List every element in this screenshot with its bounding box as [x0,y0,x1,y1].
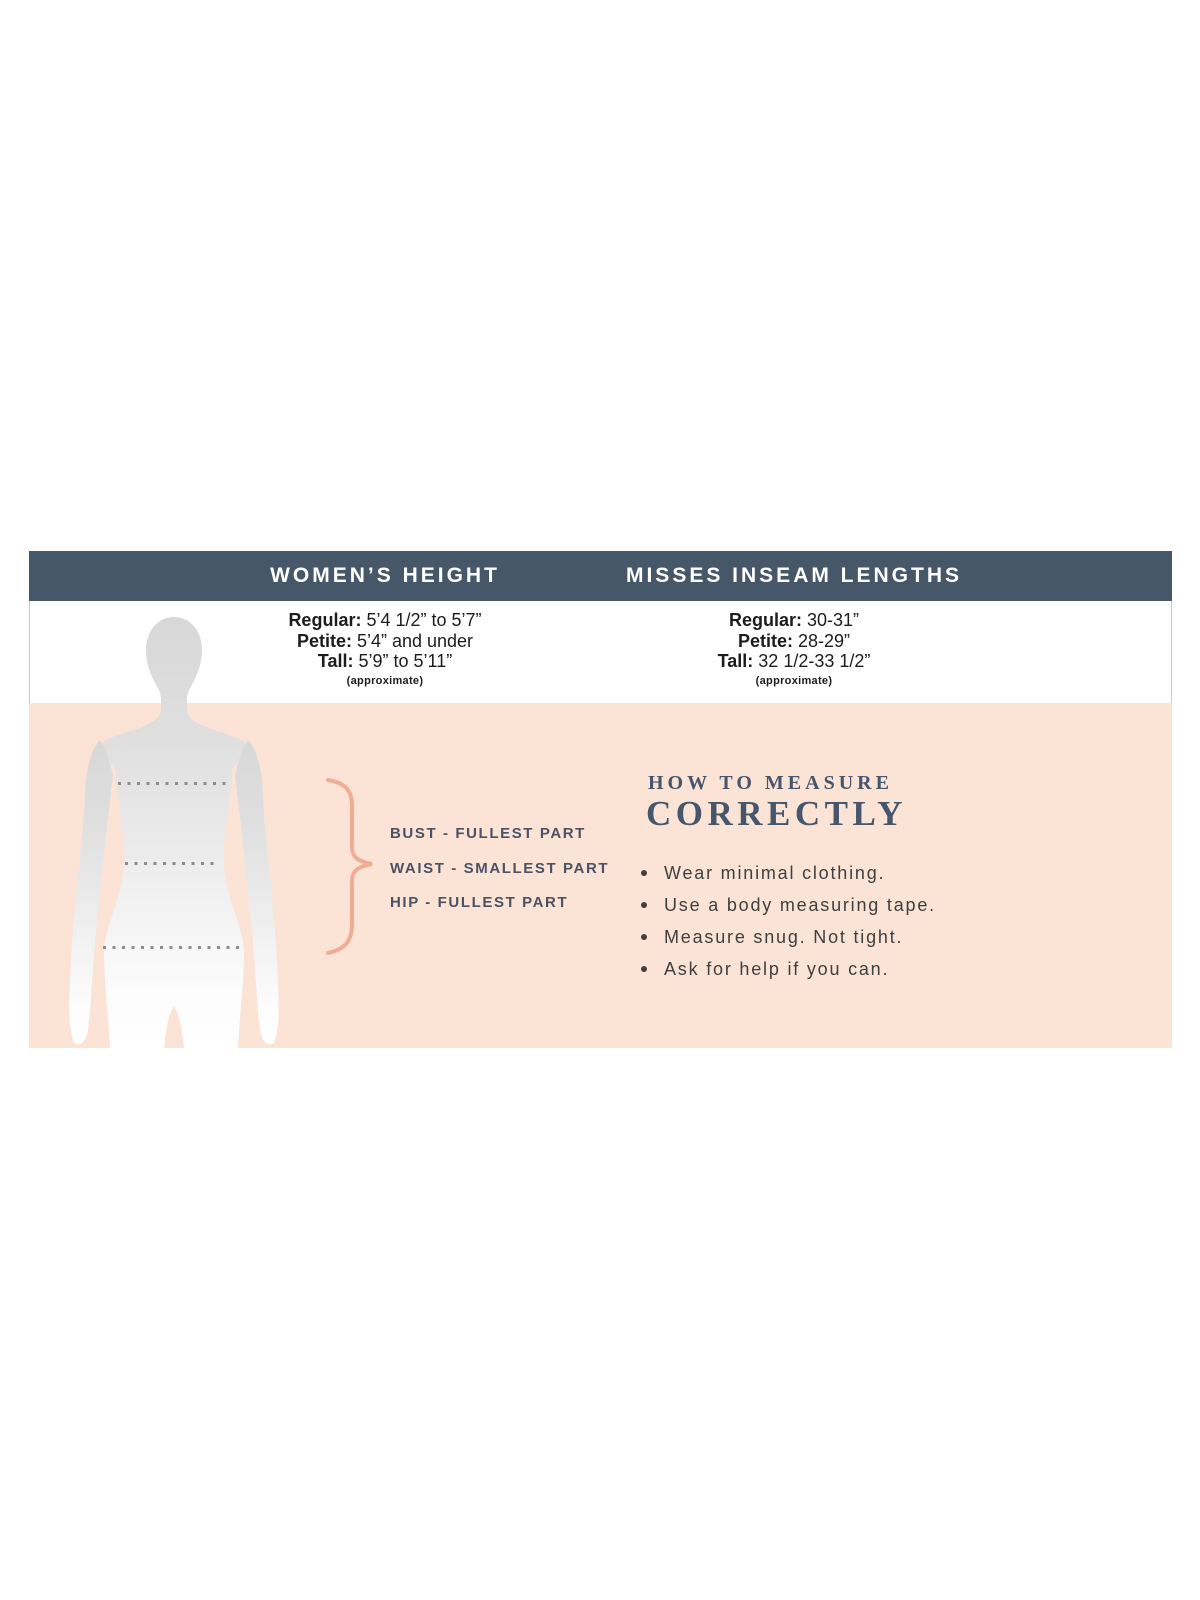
waist-label: WAIST - SMALLEST PART [390,860,610,877]
bust-label: BUST - FULLEST PART [390,825,586,842]
bullet-icon [641,870,647,876]
hip-dotted-line-icon [103,946,241,949]
list-item [641,953,936,985]
brace-icon [325,777,375,957]
inseam-column [594,610,994,687]
header-bar [29,551,1172,601]
list-item [641,857,936,889]
inseam-tall-label: Tall: [717,651,754,671]
inseam-petite-value: 28-29” [798,630,851,651]
bullet-icon [641,966,647,972]
height-tall-label: Tall: [317,651,354,671]
bullet-icon [641,902,647,908]
inseam-regular-label: Regular: [728,610,802,630]
list-item [641,921,936,953]
tip-text: Measure snug. Not tight. [664,926,904,947]
tip-text: Wear minimal clothing. [664,862,886,883]
height-petite-value: 5’4” and under [356,630,474,651]
tip-text: Use a body measuring tape. [664,894,936,915]
bust-dotted-line-icon [118,782,228,785]
hip-label: HIP - FULLEST PART [390,894,569,911]
bullet-icon [641,934,647,940]
womens-height-title: WOMEN’S HEIGHT [270,564,500,587]
inseam-approximate-note: (approximate) [755,674,833,687]
list-item [641,889,936,921]
waist-dotted-line-icon [125,862,220,865]
correctly-title: CORRECTLY [646,794,907,833]
height-tall-value: 5’9” to 5’11” [358,651,453,671]
inseam-row-tall [594,651,994,672]
inseam-row-regular [594,610,994,631]
inseam-row-petite [594,631,994,652]
height-approximate-note: (approximate) [346,674,424,687]
height-regular-value: 5’4 1/2” to 5’7” [366,610,482,630]
height-regular-label: Regular: [288,610,362,630]
how-to-measure-title: HOW TO MEASURE [648,772,893,794]
size-guide-panel [29,551,1172,1048]
inseam-tall-value: 32 1/2-33 1/2” [758,651,871,671]
tip-text: Ask for help if you can. [664,958,890,979]
height-petite-label: Petite: [296,630,352,651]
misses-inseam-title: MISSES INSEAM LENGTHS [625,564,963,587]
inseam-petite-label: Petite: [737,630,793,651]
inseam-regular-value: 30-31” [807,610,860,630]
measuring-tips-list [641,857,936,985]
body-silhouette [60,610,290,1048]
